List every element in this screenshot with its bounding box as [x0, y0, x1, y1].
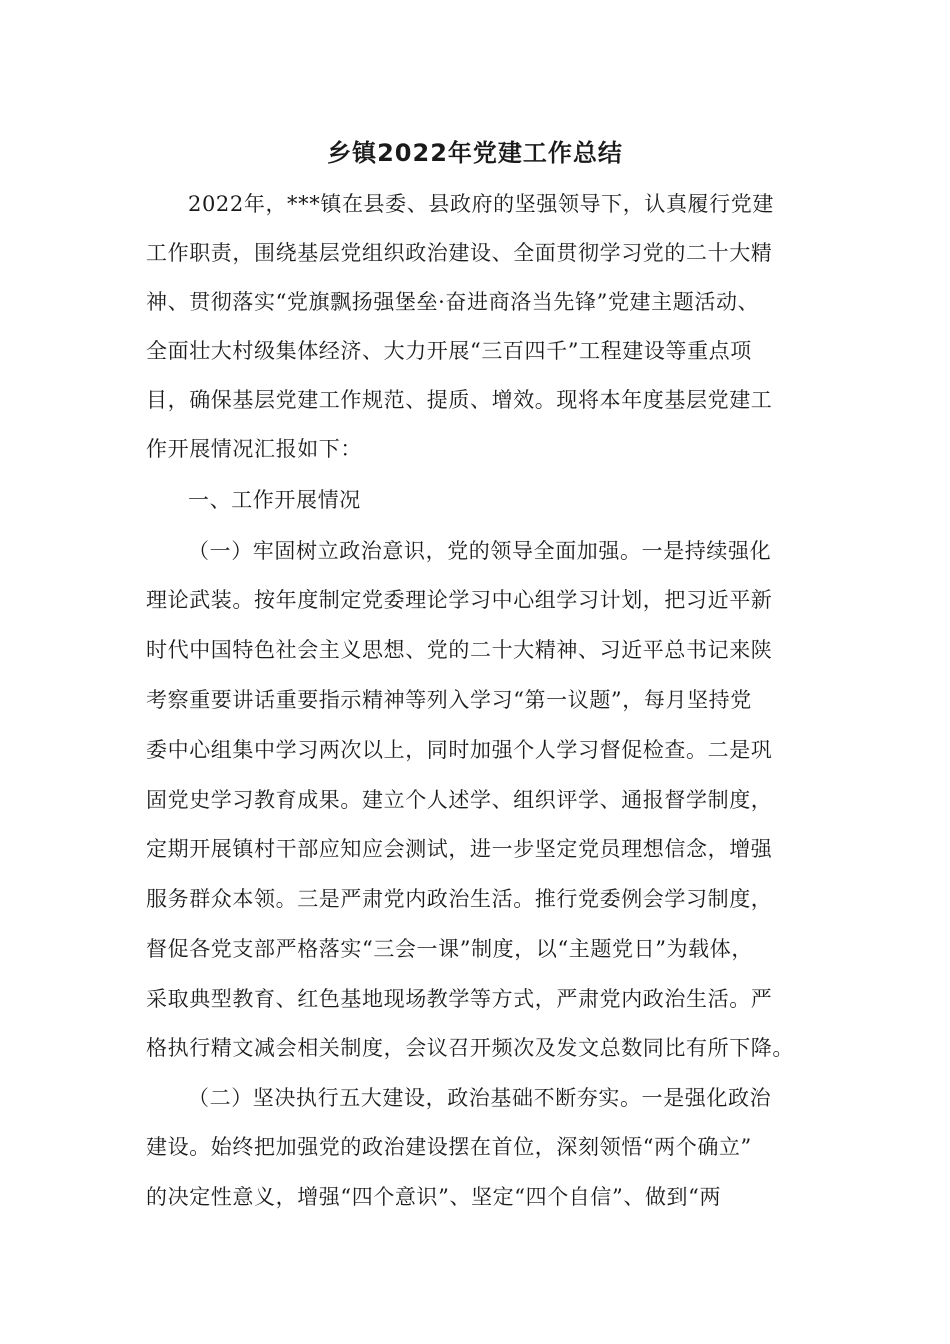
paragraph-line: 考察重要讲话重要指示精神等列入学习“第一议题”，每月坚持党: [146, 688, 752, 712]
paragraph-line: 工作职责，围绕基层党组织政治建设、全面贯彻学习党的二十大精: [146, 241, 773, 265]
paragraph-line: 理论武装。按年度制定党委理论学习中心组学习计划，把习近平新: [146, 588, 773, 612]
paragraph-line: 建设。始终把加强党的政治建设摆在首位，深刻领悟“两个确立”: [146, 1135, 752, 1159]
paragraph-line: 格执行精文减会相关制度，会议召开频次及发文总数同比有所下降。: [146, 1036, 794, 1060]
paragraph-line: 定期开展镇村干部应知应会测试，进一步坚定党员理想信念，增强: [146, 837, 773, 861]
paragraph-line: 固党史学习教育成果。建立个人述学、组织评学、通报督学制度，: [146, 788, 773, 812]
paragraph-line: 委中心组集中学习两次以上，同时加强个人学习督促检查。二是巩: [146, 738, 773, 762]
paragraph-line: 目，确保基层党建工作规范、提质、增效。现将本年度基层党建工: [146, 388, 773, 412]
paragraph-line: 的决定性意义，增强“四个意识”、坚定“四个自信”、做到“两: [146, 1185, 722, 1209]
paragraph-line: （一）牢固树立政治意识，党的领导全面加强。一是持续强化: [188, 539, 772, 563]
paragraph-line: 全面壮大村级集体经济、大力开展“三百四千”工程建设等重点项: [146, 339, 752, 363]
document-title: 乡镇2022年党建工作总结: [327, 139, 623, 167]
paragraph-line: 作开展情况汇报如下：: [146, 437, 362, 461]
paragraph-line: 时代中国特色社会主义思想、党的二十大精神、习近平总书记来陕: [146, 638, 773, 662]
section-heading: 一、工作开展情况: [188, 488, 361, 512]
paragraph-line: 督促各党支部严格落实“三会一课”制度，以“主题党日”为载体，: [146, 937, 753, 961]
paragraph-line: 2022年，***镇在县委、县政府的坚强领导下，认真履行党建: [188, 192, 774, 216]
paragraph-line: 采取典型教育、红色基地现场教学等方式，严肃党内政治生活。严: [146, 987, 773, 1011]
paragraph-line: 神、贯彻落实“党旗飘扬强堡垒·奋进商洛当先锋”党建主题活动、: [146, 290, 760, 314]
paragraph-line: （二）坚决执行五大建设，政治基础不断夯实。一是强化政治: [188, 1086, 772, 1110]
paragraph-line: 服务群众本领。三是严肃党内政治生活。推行党委例会学习制度，: [146, 887, 773, 911]
